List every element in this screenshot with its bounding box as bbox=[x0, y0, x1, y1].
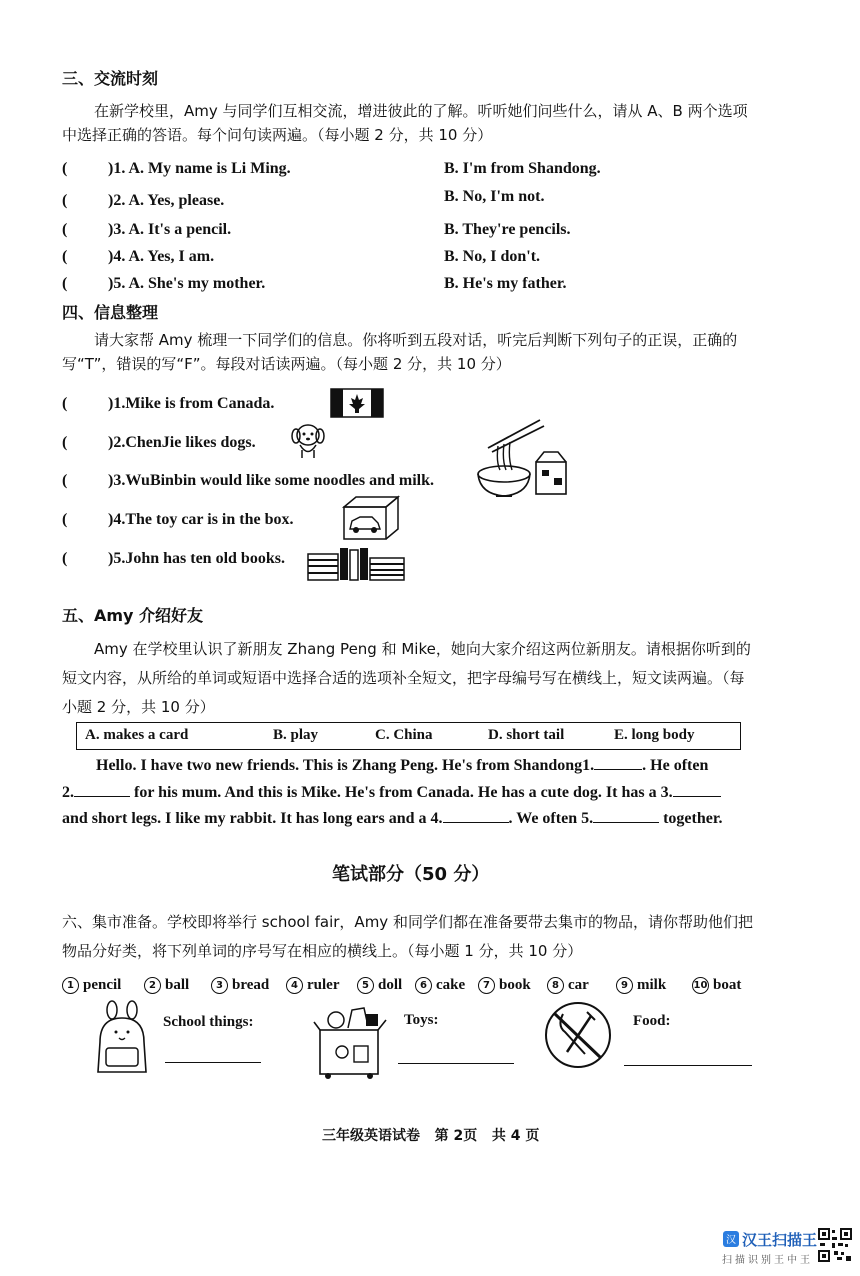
answer-paren: ( bbox=[62, 434, 68, 451]
blank-4[interactable] bbox=[443, 808, 509, 823]
word-item: 9 milk bbox=[616, 977, 666, 994]
answer-paren: ( bbox=[62, 192, 68, 209]
qr-code-icon bbox=[818, 1228, 852, 1262]
blank-5[interactable] bbox=[593, 808, 659, 823]
passage-text: Hello. I have two new friends. This is Zhang Peng. He's from Shandong1. bbox=[96, 757, 595, 774]
question-5-option-b: B. He's my father. bbox=[444, 275, 567, 292]
word-item: 10 boat bbox=[693, 977, 742, 993]
question-4-option-b: B. No, I don't. bbox=[444, 248, 541, 265]
category-school-things: School things: bbox=[163, 1014, 254, 1030]
toy-box-icon bbox=[312, 1000, 390, 1080]
passage-text: . He often bbox=[642, 757, 709, 774]
judge-item-2: )2.ChenJie likes dogs. bbox=[108, 434, 256, 451]
backpack-icon bbox=[92, 1002, 154, 1078]
page-footer: 三年级英语试卷 第 2页 共 4 页 bbox=[322, 1128, 540, 1144]
blank-1[interactable] bbox=[594, 755, 642, 770]
passage-text: together. bbox=[663, 810, 723, 827]
question-1-option-b: B. I'm from Shandong. bbox=[444, 160, 601, 177]
section4-title: 四、信息整理 bbox=[62, 303, 159, 322]
word-item: 3 bread bbox=[211, 977, 269, 994]
word-item: 7 book bbox=[478, 977, 531, 994]
section3-instructions: 在新学校里，Amy 与同学们互相交流，增进彼此的了解。听听她们问些什么，请从 A、B 两个选项中选择正确的答语。每个问句读两遍。（每小题 2 分，共 10 分） bbox=[62, 102, 748, 144]
answer-paren: ( bbox=[62, 221, 68, 238]
passage-line-1 bbox=[96, 755, 761, 775]
question-5-option-a: )5. A. She's my mother. bbox=[108, 275, 266, 292]
question-2-option-b: B. No, I'm not. bbox=[444, 188, 545, 205]
canada-flag-icon bbox=[330, 388, 384, 418]
answer-paren: ( bbox=[62, 160, 68, 177]
scanner-logo-icon bbox=[722, 1230, 740, 1248]
option-e: E. long body bbox=[614, 727, 695, 743]
question-1-option-a: )1. A. My name is Li Ming. bbox=[108, 160, 291, 177]
passage-text: and short legs. I like my rabbit. It has long ears and a 4. bbox=[62, 810, 443, 827]
no-food-icon bbox=[543, 1000, 613, 1070]
noodles-milk-icon bbox=[460, 418, 572, 498]
question-3-option-a: )3. A. It's a pencil. bbox=[108, 221, 232, 238]
category-food: Food: bbox=[633, 1013, 671, 1029]
section6-instructions: 六、集市准备。学校即将举行 school fair，Amy 和同学们都在准备要带去集市的物品，请你帮助他们把物品分好类，将下列单词的序号写在相应的横线上。（每小题 1 分，共 10 分） bbox=[62, 913, 753, 960]
answer-paren: ( bbox=[62, 248, 68, 265]
car-in-box-icon bbox=[340, 493, 402, 541]
passage-line-2 bbox=[62, 782, 762, 802]
word-item: 8 car bbox=[547, 977, 589, 994]
watermark-slogan: 扫描识别王中王 bbox=[722, 1255, 813, 1266]
section3-title: 三、交流时刻 bbox=[62, 69, 159, 88]
food-answer-line[interactable] bbox=[624, 1065, 752, 1066]
section4-instructions: 请大家帮 Amy 梳理一下同学们的信息。你将听到五段对话，听完后判断下列句子的正误，正确的写“T”，错误的写“F”。每段对话读两遍。（每小题 2 分，共 10 分） bbox=[62, 331, 738, 373]
option-b: B. play bbox=[273, 727, 319, 743]
option-c: C. China bbox=[375, 727, 433, 743]
answer-paren: ( bbox=[62, 511, 68, 528]
section5-instructions: Amy 在学校里认识了新朋友 Zhang Peng 和 Mike，她向大家介绍这两位新朋友。请根据你听到的短文内容，从所给的单词或短语中选择合适的选项补全短文，把字母编号写在横线上，短文读两遍。（每小题 2 分，共 10 分） bbox=[62, 640, 751, 716]
option-d: D. short tail bbox=[488, 727, 565, 743]
option-a: A. makes a card bbox=[85, 727, 189, 743]
svg-text:汉: 汉 bbox=[726, 1235, 736, 1246]
question-4-option-a: )4. A. Yes, I am. bbox=[108, 248, 215, 265]
judge-item-3: )3.WuBinbin would like some noodles and milk. bbox=[108, 472, 435, 489]
question-2-option-a: )2. A. Yes, please. bbox=[108, 192, 225, 209]
passage-text: for his mum. And this is Mike. He's from Canada. He has a cute dog. It has a 3. bbox=[134, 784, 673, 801]
word-item: 5 doll bbox=[357, 977, 402, 994]
word-options-box bbox=[76, 722, 741, 750]
category-toys: Toys: bbox=[404, 1012, 439, 1028]
judge-item-4: )4.The toy car is in the box. bbox=[108, 511, 294, 528]
word-item: 6 cake bbox=[415, 977, 465, 994]
passage-text: 2. bbox=[62, 784, 74, 801]
question-3-option-b: B. They're pencils. bbox=[444, 221, 571, 238]
section5-title: 五、Amy 介绍好友 bbox=[62, 606, 204, 625]
answer-paren: ( bbox=[62, 472, 68, 489]
word-item: 4 ruler bbox=[286, 977, 339, 994]
answer-paren: ( bbox=[62, 550, 68, 567]
school-things-answer-line[interactable] bbox=[165, 1062, 261, 1063]
answer-paren: ( bbox=[62, 275, 68, 292]
answer-paren: ( bbox=[62, 395, 68, 412]
toys-answer-line[interactable] bbox=[398, 1063, 514, 1064]
passage-line-3 bbox=[62, 808, 762, 828]
passage-text: . We often 5. bbox=[508, 810, 594, 827]
dog-icon bbox=[288, 420, 328, 460]
judge-item-1: )1.Mike is from Canada. bbox=[108, 395, 275, 412]
blank-2[interactable] bbox=[74, 782, 130, 797]
written-part-title: 笔试部分（50 分） bbox=[332, 864, 490, 885]
word-item: 2 ball bbox=[144, 977, 189, 994]
judge-item-5: )5.John has ten old books. bbox=[108, 550, 285, 567]
word-item: 1 pencil bbox=[62, 977, 121, 994]
blank-3[interactable] bbox=[673, 782, 721, 797]
watermark-brand: 汉王扫描王 bbox=[742, 1231, 818, 1249]
books-icon bbox=[306, 546, 406, 582]
